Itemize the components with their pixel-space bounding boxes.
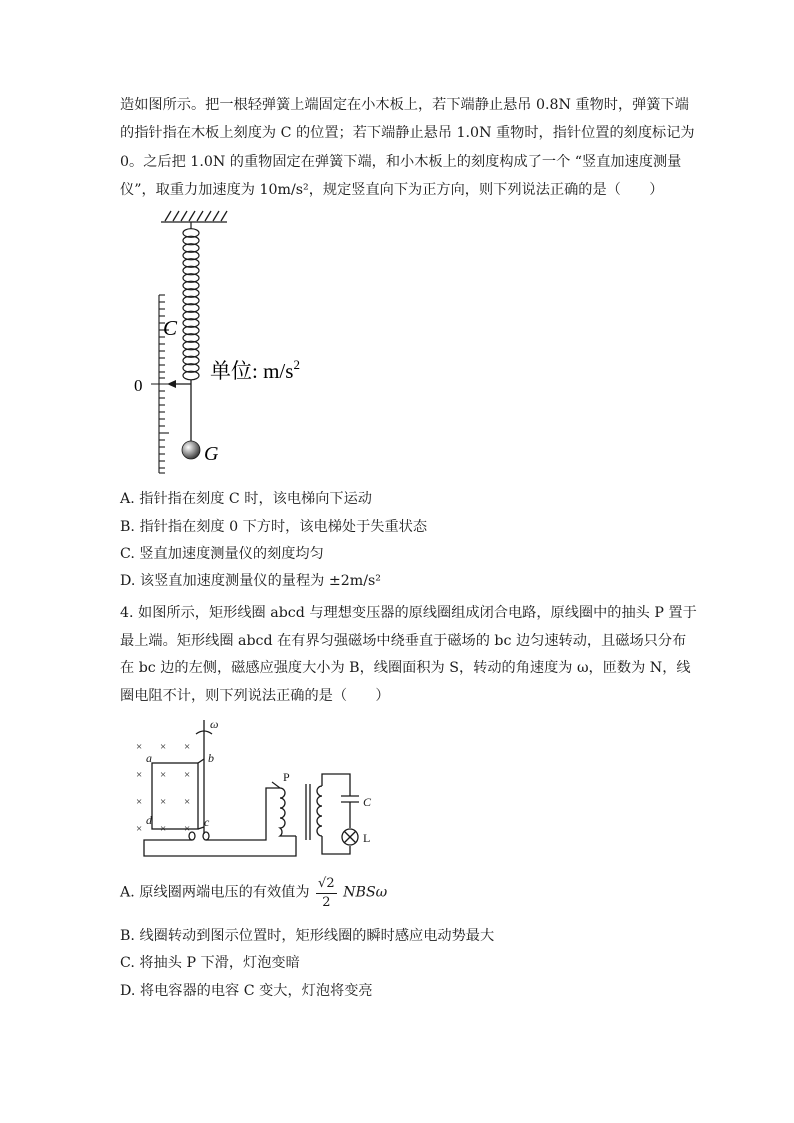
q4-option-d: D. 将电容器的电容 C 变大，灯泡将变亮: [120, 983, 373, 999]
label-b: b: [208, 751, 214, 765]
svg-text:×: ×: [184, 823, 191, 835]
q3-stem-line-1: 造如图所示。把一根轻弹簧上端固定在小木板上，若下端静止悬吊 0.8N 重物时，弹簧下端: [120, 97, 689, 113]
svg-text:×: ×: [136, 769, 143, 781]
label-g: G: [204, 443, 219, 465]
spring-coil: [183, 222, 199, 380]
svg-text:×: ×: [184, 769, 191, 781]
q3-stem-line-2: 的指针指在木板上刻度为 C 的位置；若下端静止悬吊 1.0N 重物时，指针位置的刻度标记为: [120, 125, 695, 141]
q4-stem-line-1: 4. 如图所示，矩形线圈 abcd 与理想变压器的原线圈组成闭合电路，原线圈中的抽头 P 置于: [120, 605, 697, 621]
coil-transformer-circuit-figure: [130, 716, 390, 864]
label-a: a: [146, 751, 152, 765]
pointer-arrow: [167, 380, 191, 388]
q3-option-c: C. 竖直加速度测量仪的刻度均匀: [120, 546, 324, 562]
q4-stem-line-3: 在 bc 边的左侧，磁感应强度大小为 B，线圈面积为 S，转动的角速度为 ω，匝数为 N，线: [120, 660, 691, 676]
label-capacitor: C: [363, 795, 372, 809]
label-d: d: [146, 813, 152, 827]
label-zero: 0: [134, 376, 143, 395]
slip-ring-2: [203, 832, 209, 840]
magnetic-field-crosses: [136, 741, 190, 835]
secondary-wire-bottom: [322, 836, 350, 854]
fraction-numerator: √2: [316, 876, 337, 894]
label-omega: ω: [210, 717, 219, 731]
ceiling-hatch: [161, 211, 227, 222]
q4-option-b: B. 线圈转动到图示位置时，矩形线圈的瞬时感应电动势最大: [120, 928, 495, 944]
q3-option-b: B. 指针指在刻度 0 下方时，该电梯处于失重状态: [120, 519, 428, 535]
q4-option-a-prefix: A. 原线圈两端电压的有效值为: [120, 884, 310, 901]
q4-option-c: C. 将抽头 P 下滑，灯泡变暗: [120, 955, 300, 971]
q4-stem-line-4: 圈电阻不计，则下列说法正确的是（ ）: [120, 688, 390, 704]
secondary-coil: [317, 786, 322, 836]
svg-text:×: ×: [160, 769, 167, 781]
svg-text:×: ×: [160, 796, 167, 808]
svg-text:×: ×: [136, 796, 143, 808]
wire-inner: [206, 788, 280, 840]
wire-outer: [144, 836, 296, 856]
svg-text:×: ×: [160, 741, 167, 753]
label-c: C: [163, 316, 178, 340]
spring-accelerometer-figure: [125, 205, 325, 477]
slip-ring-1: [189, 832, 195, 840]
label-c-coil: c: [204, 815, 210, 829]
tap-p-arrow: [272, 782, 280, 788]
svg-text:×: ×: [184, 796, 191, 808]
label-p: P: [283, 770, 290, 784]
secondary-wire: [322, 774, 350, 796]
q3-stem-line-4: 仪”，取重力加速度为 10m/s²，规定竖直向下为正方向，则下列说法正确的是（ ）: [120, 182, 664, 198]
svg-text:×: ×: [160, 823, 167, 835]
unit-label: 单位: $m/s^2$: [210, 357, 300, 383]
q4-option-a-suffix: NBSω: [343, 884, 388, 901]
svg-text:×: ×: [136, 741, 143, 753]
q3-stem-line-3: 0。之后把 1.0N 的重物固定在弹簧下端，和小木板上的刻度构成了一个 “竖直加速度测量: [120, 154, 682, 170]
primary-coil: [280, 788, 296, 836]
svg-text:×: ×: [184, 741, 191, 753]
fraction: [316, 876, 337, 910]
label-lamp: L: [363, 831, 371, 845]
q4-stem-line-2: 最上端。矩形线圈 abcd 在有界匀强磁场中绕垂直于磁场的 bc 边匀速转动，且磁场只分布: [120, 633, 687, 649]
weight-ball: [182, 441, 200, 459]
fraction-denominator: 2: [322, 894, 331, 910]
rectangular-coil: [152, 763, 198, 829]
q3-option-d: D. 该竖直加速度测量仪的量程为 ±2m/s²: [120, 573, 381, 589]
svg-text:×: ×: [136, 823, 143, 835]
q3-option-a: A. 指针指在刻度 C 时，该电梯向下运动: [120, 491, 372, 507]
q4-option-a: [120, 876, 387, 910]
